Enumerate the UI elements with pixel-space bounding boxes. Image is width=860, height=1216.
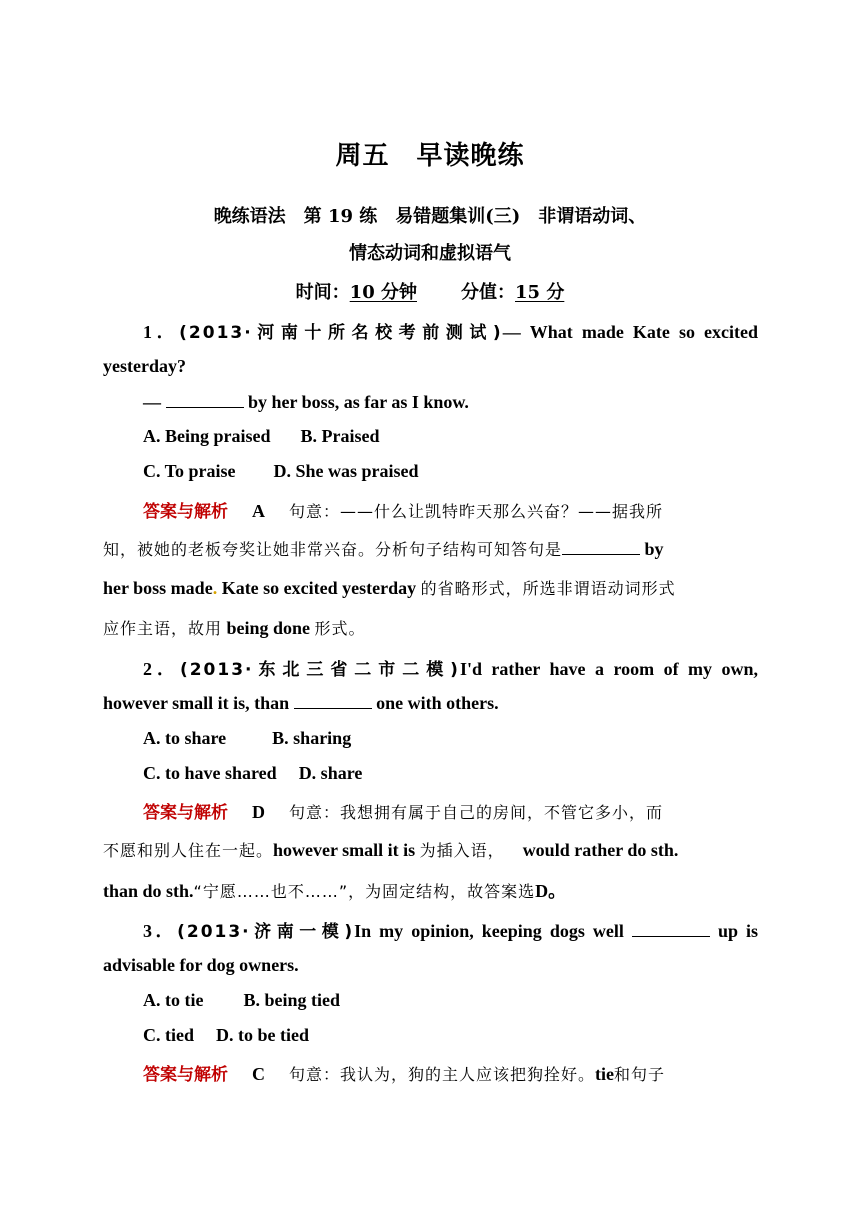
explanation-text: 句意：我想拥有属于自己的房间，不管它多小，而 bbox=[289, 803, 664, 822]
answer-letter: C bbox=[252, 1064, 265, 1084]
answer-label: 答案与解析 bbox=[143, 502, 228, 522]
question-stem: up is bbox=[717, 921, 759, 941]
question-stem: I'd rather have a room of my own, bbox=[459, 659, 759, 679]
option-c: C. To praise bbox=[143, 461, 236, 481]
question-1-explanation-l3: her boss made. Kate so excited yesterday 的省略形式，所选非谓语动词形式 bbox=[103, 578, 676, 598]
question-1-stem-cont: yesterday? bbox=[103, 356, 186, 376]
explanation-text: “宁愿……也不……”，为固定结构，故答案选 bbox=[193, 882, 536, 901]
question-2-stem bbox=[103, 655, 758, 681]
page-title: 周五 早读晚练 bbox=[335, 141, 525, 171]
question-1-explanation-l1 bbox=[143, 497, 663, 522]
question-1-stem bbox=[103, 318, 758, 344]
question-source: (2013·东北三省二市二模) bbox=[179, 660, 460, 680]
explanation-en: would rather do sth. bbox=[522, 840, 679, 860]
question-2-options-cd bbox=[143, 763, 362, 784]
answer-label: 答案与解析 bbox=[143, 803, 228, 823]
question-stem: one with others. bbox=[376, 693, 499, 713]
time-value: 10 分钟 bbox=[349, 282, 417, 303]
lesson-subtitle: 晚练语法 第 19 练 易错题集训(三) 非谓语动词、 bbox=[213, 206, 647, 227]
option-d: D. to be tied bbox=[216, 1025, 309, 1045]
question-1-explanation-l2 bbox=[103, 537, 664, 560]
explanation-en: however small it is bbox=[273, 840, 416, 860]
question-source: (2013·河南十所名校考前测试) bbox=[179, 323, 503, 343]
question-1-reply bbox=[143, 392, 469, 413]
question-number: 2． bbox=[143, 659, 180, 679]
answer-blank bbox=[632, 922, 710, 937]
option-d: D. share bbox=[298, 763, 363, 783]
question-number: 1． bbox=[143, 322, 180, 342]
explanation-text: 不愿和别人住在一起。 bbox=[103, 841, 274, 860]
option-a: A. Being praised bbox=[143, 426, 271, 446]
question-2-explanation-l3 bbox=[103, 877, 566, 903]
answer-blank bbox=[166, 393, 244, 408]
question-1-explanation-l4 bbox=[103, 616, 366, 639]
explanation-text: 和句子 bbox=[614, 1065, 666, 1084]
option-b: B. Praised bbox=[300, 426, 380, 446]
answer-letter: A bbox=[252, 501, 265, 521]
explanation-text: 为插入语， bbox=[419, 841, 505, 860]
option-a: A. to tie bbox=[143, 990, 204, 1010]
explanation-en: by bbox=[644, 539, 664, 559]
question-stem: In my opinion, keeping dogs well bbox=[354, 921, 624, 941]
dash: — bbox=[143, 392, 161, 412]
question-2-stem-cont bbox=[103, 693, 499, 714]
option-a: A. to share bbox=[143, 728, 227, 748]
question-source: (2013·济南一模) bbox=[177, 922, 355, 942]
explanation-text: 知，被她的老板夸奖让她非常兴奋。分析句子结构可知答句是 bbox=[103, 540, 563, 559]
option-c: C. to have shared bbox=[143, 763, 277, 783]
explanation-text: 应作主语，故用 bbox=[103, 619, 223, 638]
question-number: 3． bbox=[143, 921, 178, 941]
question-2-options-ab bbox=[143, 728, 351, 749]
lesson-subtitle-continued: 情态动词和虚拟语气 bbox=[349, 243, 511, 264]
answer-blank bbox=[294, 694, 372, 709]
question-stem: however small it is, than bbox=[103, 693, 290, 713]
question-3-explanation-l1 bbox=[143, 1060, 665, 1085]
question-stem: — What made Kate so excited bbox=[502, 322, 759, 342]
option-b: B. sharing bbox=[272, 728, 352, 748]
explanation-en: Kate so excited yesterday bbox=[221, 578, 417, 598]
option-d: D. She was praised bbox=[273, 461, 419, 481]
time-label: 时间： bbox=[295, 282, 350, 303]
answer-letter: D bbox=[252, 802, 265, 822]
option-c: C. tied bbox=[143, 1025, 194, 1045]
score-value: 15 分 bbox=[515, 282, 565, 303]
question-2-explanation-l2 bbox=[103, 838, 678, 861]
explanation-en: tie bbox=[595, 1064, 614, 1084]
explanation-en: than do sth. bbox=[103, 881, 194, 901]
reply-text: by her boss, as far as I know. bbox=[248, 392, 469, 412]
score-label: 分值： bbox=[461, 282, 515, 303]
explanation-en: D。 bbox=[535, 881, 567, 901]
explanation-en: being done bbox=[226, 618, 311, 638]
explanation-text: 句意：我认为，狗的主人应该把狗拴好。 bbox=[289, 1065, 596, 1084]
question-1-options-cd bbox=[143, 461, 419, 482]
answer-label: 答案与解析 bbox=[143, 1065, 228, 1085]
time-score-line bbox=[0, 278, 860, 304]
explanation-text: 句意：——什么让凯特昨天那么兴奋？——据我所 bbox=[289, 502, 664, 521]
answer-blank bbox=[562, 540, 640, 555]
question-2-explanation-l1 bbox=[143, 798, 663, 823]
explanation-text: 形式。 bbox=[314, 619, 366, 638]
explanation-text: 的省略形式，所选非谓语动词形式 bbox=[420, 579, 676, 598]
explanation-en: her boss made bbox=[103, 578, 213, 598]
question-3-stem bbox=[103, 917, 758, 943]
question-3-options-ab bbox=[143, 990, 340, 1011]
question-3-options-cd bbox=[143, 1025, 309, 1046]
question-1-options-ab bbox=[143, 426, 380, 447]
option-b: B. being tied bbox=[243, 990, 340, 1010]
question-3-stem-cont: advisable for dog owners. bbox=[103, 955, 299, 975]
